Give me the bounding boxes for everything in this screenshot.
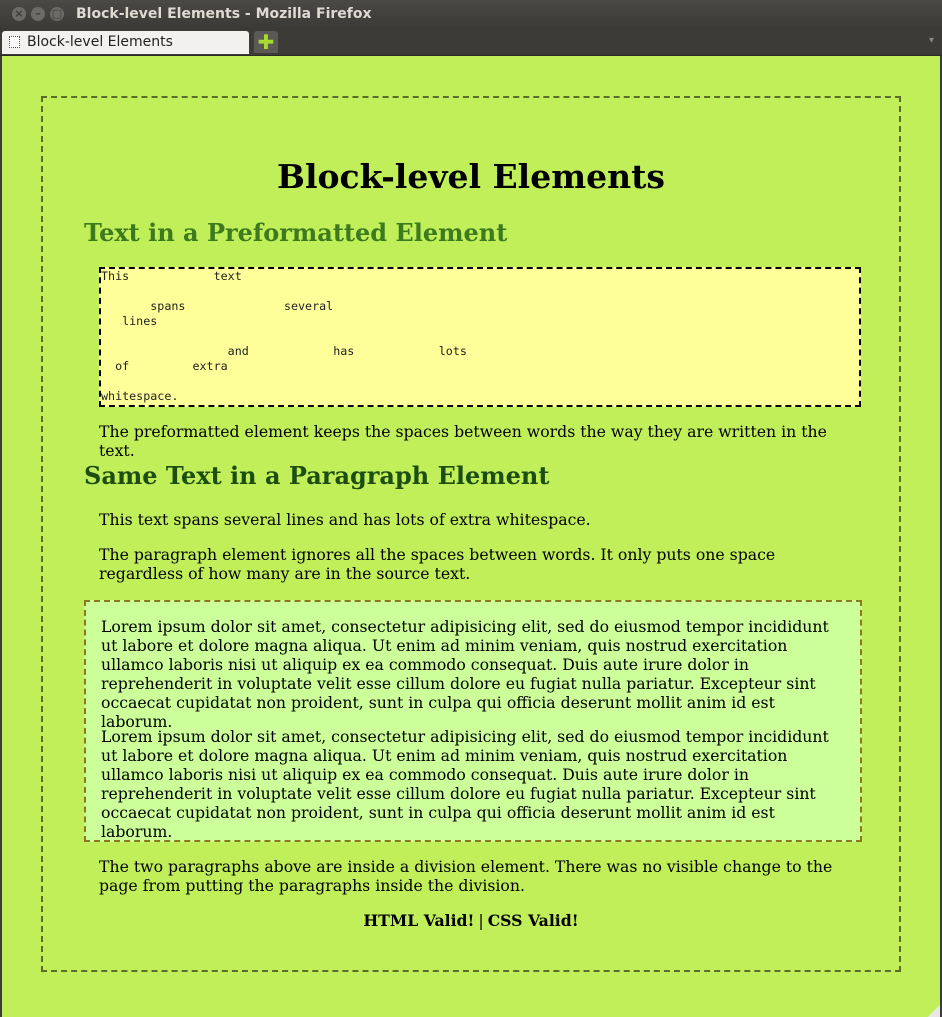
maximize-icon: □ [51,7,63,20]
plus-icon: ✚ [257,30,275,54]
close-icon: × [14,7,24,20]
paragraph-same-text: This text spans several lines and has lots of extra whitespace. [99,510,591,529]
preformatted-block: This text spans several lines and has lots of extra whitespace. [99,267,861,407]
resize-grip[interactable] [928,1005,940,1017]
division-note: The two paragraphs above are inside a division element. There was no visible change to the page from putting the paragraphs inside the division. [99,857,833,895]
lorem-paragraph-2: Lorem ipsum dolor sit amet, consectetur adipisicing elit, sed do eiusmod tempor incididunt ut labore et dolore magna aliqua. Ut enim ad minim veniam, quis nostrud exercitation ullamco laboris nisi ut aliquip ex ea commodo consequat. Duis aute irure dolor in reprehenderit in voluptate velit esse cillum dolore eu fugiat nulla pariatur. Excepteur sint occaecat cupidatat non proident, sunt in culpa qui officia deserunt mollit anim id est laborum. [101,727,829,841]
maximize-window-button[interactable] [50,7,64,21]
window-title: Block-level Elements - Mozilla Firefox [76,6,372,22]
section-heading-paragraph: Same Text in a Paragraph Element [84,461,550,490]
chevron-down-icon: ▾ [928,35,934,46]
html-valid-link[interactable]: HTML Valid! [363,911,475,930]
tab-label: Block-level Elements [27,34,173,50]
minimize-icon: – [35,7,41,20]
lorem-paragraph-1: Lorem ipsum dolor sit amet, consectetur adipisicing elit, sed do eiusmod tempor incididunt ut labore et dolore magna aliqua. Ut enim ad minim veniam, quis nostrud exercitation ullamco laboris nisi ut aliquip ex ea commodo consequat. Duis aute irure dolor in reprehenderit in voluptate velit esse cillum dolore eu fugiat nulla pariatur. Excepteur sint occaecat cupidatat non proident, sunt in culpa qui officia deserunt mollit anim id est laborum. [101,617,829,731]
css-valid-link[interactable]: CSS Valid! [487,911,579,930]
validation-footer [43,911,899,930]
paragraph-explanation: The paragraph element ignores all the spaces between words. It only puts one space regardless of how many are in the source text. [99,545,776,583]
tab-block-level-elements[interactable] [2,31,249,54]
section-heading-preformatted: Text in a Preformatted Element [84,218,508,247]
pre-note: The preformatted element keeps the spaces between words the way they are written in the text. [99,422,827,460]
close-window-button[interactable] [12,7,26,21]
list-all-tabs-button[interactable] [929,35,934,46]
window-titlebar [0,0,942,30]
division-box [84,600,862,842]
minimize-window-button[interactable] [31,7,45,21]
browser-viewport[interactable] [2,56,940,1017]
page-title: Block-level Elements [277,157,665,196]
page-container [41,96,901,972]
tab-strip [0,30,942,56]
new-tab-button[interactable] [254,31,278,53]
page-favicon-icon [9,36,20,48]
footer-separator: | [478,911,484,930]
